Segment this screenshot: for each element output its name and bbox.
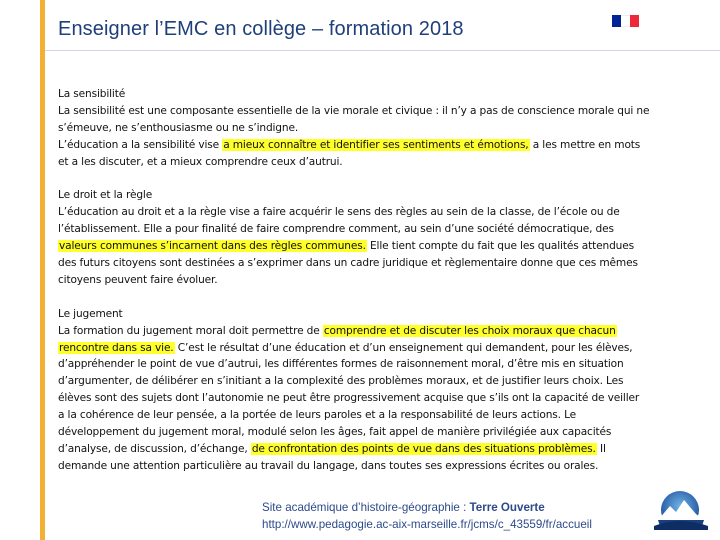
page-title: Enseigner l’EMC en collège – formation 2018 [58, 18, 464, 40]
text-segment: d’argumenter, de délibérer en s’initiant a la complexité des problèmes moraux, et de justifier leurs choix. Les [58, 375, 624, 388]
highlighted-text: de confrontation des points de vue dans des situations problèmes. [251, 443, 596, 455]
text-segment: C’est le résultat d’une éducation et d’un enseignement qui demandent, pour les élèves, [174, 341, 633, 354]
text-segment: citoyens peuvent faire évoluer. [58, 273, 218, 286]
paragraph-line [58, 340, 698, 357]
section-heading: Le jugement [58, 307, 123, 320]
academy-logo [612, 6, 712, 52]
text-segment: et a les discuter, et a mieux comprendre ceux d’autrui. [58, 155, 343, 168]
paragraph-line [58, 458, 698, 475]
paragraph-line [58, 373, 698, 390]
paragraph-line [58, 272, 698, 289]
paragraph-line [58, 356, 698, 373]
paragraph-line [58, 390, 698, 407]
footer-url[interactable]: http://www.pedagogie.ac-aix-marseille.fr/jcms/c_43559/fr/accueil [262, 518, 592, 531]
text-segment: des futurs citoyens sont destinées a s’exprimer dans un cadre juridique et règlementaire donne que ces mêmes [58, 257, 638, 270]
text-segment: La formation du jugement moral doit permettre de [58, 324, 323, 337]
text-segment: Il [596, 443, 606, 455]
footer-site-name: Terre Ouverte [469, 501, 545, 514]
slide-header [0, 0, 720, 52]
paragraph-line [58, 154, 698, 171]
paragraph-line [58, 424, 698, 441]
paragraph-line [58, 238, 698, 255]
highlighted-text: comprendre et de discuter les choix moraux que chacun [323, 324, 616, 337]
text-segment: d’appréhender le point de vue d’autrui, les différentes formes de raisonnement moral, d’être mis en situation [58, 358, 624, 371]
text-segment: L’éducation a la sensibilité vise [58, 138, 223, 151]
paragraph-line [58, 204, 698, 221]
section-heading: La sensibilité [58, 88, 126, 100]
paragraph-line [58, 323, 698, 340]
section [58, 86, 698, 171]
french-flag-icon [612, 15, 640, 27]
text-segment: demande une attention particulière au travail du langage, dans toutes ses expressions écrites ou orales. [58, 459, 599, 472]
paragraph-line [58, 255, 698, 272]
terre-ouverte-logo-icon [652, 486, 710, 532]
paragraph-line [58, 441, 698, 458]
paragraph-line [58, 103, 698, 120]
text-segment: élèves sont des sujets dont l’autonomie ne peut être progressivement acquise que s’ils ont la capacité de veiller [58, 392, 640, 405]
section-heading: Le droit et la règle [58, 189, 153, 202]
footer-site-prefix: Site académique d’histoire-géographie : [262, 501, 470, 514]
paragraph-line [58, 407, 698, 424]
paragraph-line [58, 221, 698, 238]
paragraph-line [58, 120, 698, 137]
text-segment: Elle tient compte du fait que les qualités attendues [366, 240, 634, 253]
highlighted-text: a mieux connaître et identifier ses sentiments et émotions, [223, 138, 529, 151]
paragraph-line [58, 137, 698, 154]
text-segment: La sensibilité est une composante essentielle de la vie morale et civique : il n’y a pas de conscience morale qui ne [58, 104, 650, 117]
text-segment: l’établissement. Elle a pour finalité de faire comprendre comment, au sein d’une société démocratique, des [58, 223, 614, 236]
text-segment: L’éducation au droit et a la règle vise a faire acquérir le sens des règles au sein de la classe, de l’école ou de [58, 206, 620, 219]
highlighted-text: rencontre dans sa vie. [59, 341, 174, 354]
text-segment: a les mettre en mots [529, 138, 641, 151]
section [58, 306, 698, 475]
text-segment: s’émeuve, ne s’enthousiasme ou ne s’indigne. [58, 121, 299, 134]
footer-site-line [262, 499, 592, 516]
text-segment: développement du jugement moral, modulé selon les âges, fait appel de manière privilégiée aux capacités [58, 426, 612, 439]
text-segment: d’analyse, de discussion, d’échange, [58, 443, 251, 455]
slide-content [58, 86, 698, 492]
section [58, 187, 698, 288]
text-segment: a la cohérence de leur pensée, a la portée de leurs paroles et a la responsabilité de leurs actions. Le [58, 409, 577, 422]
left-accent-bar [40, 0, 45, 540]
highlighted-text: valeurs communes s’incarnent dans des règles communes. [59, 240, 366, 253]
footer [262, 499, 592, 533]
